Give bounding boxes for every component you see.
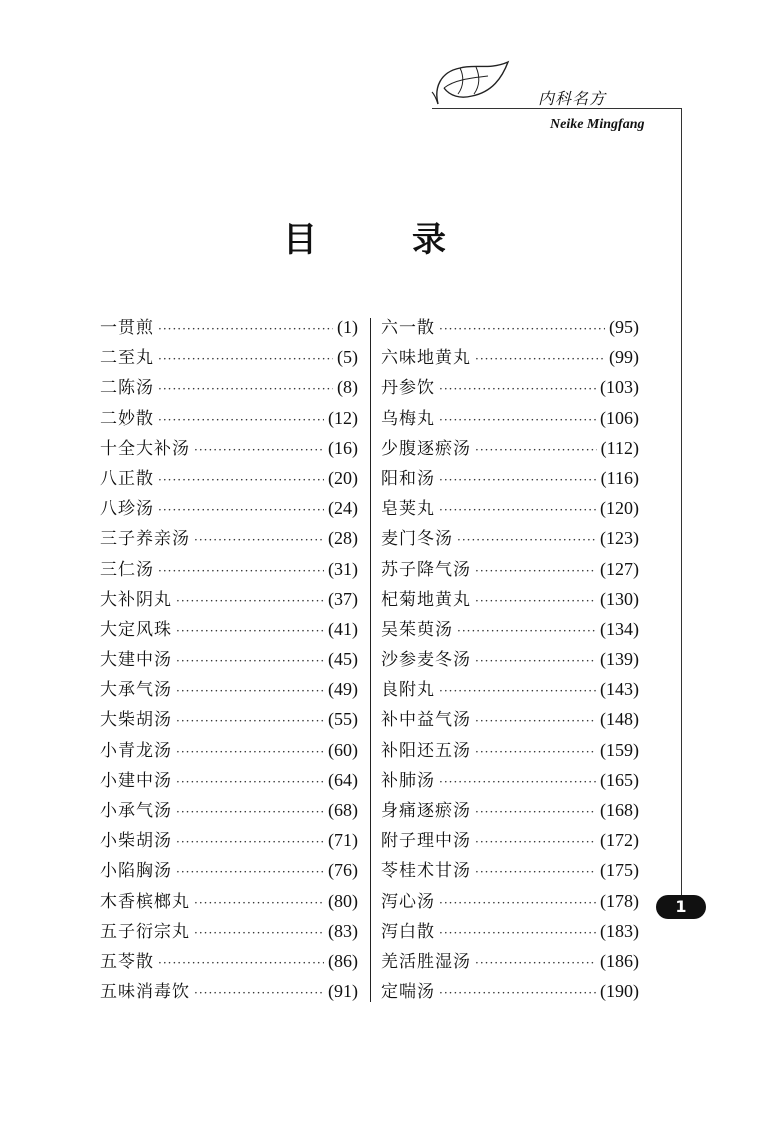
dot-leader bbox=[158, 382, 333, 396]
toc-entry-title: 小青龙汤 bbox=[100, 740, 172, 761]
toc-entry-page: (190) bbox=[600, 981, 639, 1002]
leaf-icon bbox=[430, 58, 514, 108]
toc-entry-page: (130) bbox=[600, 588, 639, 609]
toc-entry[interactable] bbox=[381, 917, 639, 947]
toc-entry-page: (116) bbox=[600, 467, 639, 488]
toc-entry-title: 十全大补汤 bbox=[100, 438, 190, 459]
toc-entry[interactable] bbox=[381, 766, 639, 796]
dot-leader bbox=[176, 684, 324, 698]
toc-entry[interactable] bbox=[100, 404, 358, 434]
toc-entry-page: (80) bbox=[328, 890, 358, 911]
toc-entry[interactable] bbox=[100, 766, 358, 796]
toc-entry-page: (168) bbox=[600, 800, 639, 820]
dot-leader bbox=[158, 564, 324, 578]
toc-entry-page: (64) bbox=[328, 769, 358, 790]
toc-entry-title: 大建中汤 bbox=[100, 650, 172, 671]
toc-entry-title: 大承气汤 bbox=[100, 680, 172, 701]
dot-leader bbox=[176, 594, 324, 608]
dot-leader bbox=[158, 352, 333, 366]
toc-entry-title: 吴茱萸汤 bbox=[381, 619, 453, 640]
toc-entry[interactable] bbox=[381, 555, 639, 585]
toc-entry[interactable] bbox=[100, 343, 358, 373]
toc-entry-page: (123) bbox=[600, 528, 639, 549]
toc-entry[interactable] bbox=[100, 585, 358, 615]
dot-leader bbox=[457, 624, 596, 638]
book-title: 内科名方 bbox=[538, 89, 607, 108]
toc-entry-title: 五苓散 bbox=[100, 951, 154, 972]
toc-entry-page: (28) bbox=[328, 528, 358, 549]
dot-leader bbox=[439, 775, 596, 789]
toc-entry-page: (24) bbox=[328, 498, 358, 519]
toc-entry-page: (12) bbox=[328, 407, 358, 428]
book-subtitle: Neike Mingfang bbox=[550, 117, 645, 132]
toc-entry-title: 麦门冬汤 bbox=[381, 529, 453, 550]
toc-entry[interactable] bbox=[381, 343, 639, 373]
toc-entry[interactable] bbox=[100, 464, 358, 494]
toc-entry[interactable] bbox=[381, 645, 639, 675]
toc-entry-title: 泻白散 bbox=[381, 921, 435, 942]
dot-leader bbox=[176, 714, 324, 728]
toc-entry[interactable] bbox=[100, 977, 358, 1007]
dot-leader bbox=[475, 654, 596, 668]
toc-entry-title: 大补阴丸 bbox=[100, 589, 172, 610]
toc-entry[interactable] bbox=[381, 947, 639, 977]
toc-entry-page: (31) bbox=[328, 558, 358, 579]
toc-entry-title: 三子养亲汤 bbox=[100, 529, 190, 550]
toc-entry[interactable] bbox=[381, 434, 639, 464]
toc-entry-page: (178) bbox=[600, 890, 639, 911]
dot-leader bbox=[475, 352, 605, 366]
dot-leader bbox=[439, 684, 596, 698]
toc-entry-title: 小建中汤 bbox=[100, 770, 172, 791]
toc-entry-page: (103) bbox=[600, 377, 639, 398]
toc-entry-title: 大柴胡汤 bbox=[100, 710, 172, 731]
toc-entry[interactable] bbox=[100, 856, 358, 886]
toc-entry-title: 木香槟榔丸 bbox=[100, 891, 190, 912]
dot-leader bbox=[475, 745, 596, 759]
toc-entry[interactable] bbox=[100, 434, 358, 464]
dot-leader bbox=[194, 986, 324, 1000]
toc-entry-title: 附子理中汤 bbox=[381, 831, 471, 852]
toc-entry-title: 五味消毒饮 bbox=[100, 982, 190, 1003]
toc-entry[interactable] bbox=[381, 524, 639, 554]
toc-entry-page: (134) bbox=[600, 618, 639, 639]
toc-entry[interactable] bbox=[381, 373, 639, 403]
toc-entry-title: 八正散 bbox=[100, 468, 154, 489]
dot-leader bbox=[176, 745, 324, 759]
dot-leader bbox=[194, 533, 324, 547]
toc-entry[interactable] bbox=[100, 826, 358, 856]
toc-entry-title: 小承气汤 bbox=[100, 801, 172, 821]
dot-leader bbox=[158, 322, 333, 336]
toc-entry[interactable] bbox=[381, 585, 639, 615]
toc-entry[interactable] bbox=[381, 977, 639, 1007]
toc-entry-title: 少腹逐瘀汤 bbox=[381, 438, 471, 459]
toc-entry[interactable] bbox=[381, 404, 639, 434]
dot-leader bbox=[176, 654, 324, 668]
column-divider bbox=[370, 318, 371, 1002]
toc-entry-title: 杞菊地黄丸 bbox=[381, 589, 471, 610]
dot-leader bbox=[158, 956, 324, 970]
toc-entry[interactable] bbox=[381, 705, 639, 735]
toc-entry-title: 六味地黄丸 bbox=[381, 348, 471, 369]
toc-title-char-2: 录 bbox=[412, 220, 446, 260]
toc-entry-page: (165) bbox=[600, 769, 639, 790]
toc-entry[interactable] bbox=[100, 736, 358, 766]
toc-entry[interactable] bbox=[100, 524, 358, 554]
toc-entry-page: (106) bbox=[600, 407, 639, 428]
toc-entry[interactable] bbox=[100, 796, 358, 826]
toc-entry-title: 沙参麦冬汤 bbox=[381, 650, 471, 671]
toc-entry[interactable] bbox=[381, 826, 639, 856]
toc-entry-title: 定喘汤 bbox=[381, 982, 435, 1003]
toc-entry-title: 丹参饮 bbox=[381, 378, 435, 399]
margin-rule bbox=[681, 108, 682, 898]
toc-entry-title: 羌活胜湿汤 bbox=[381, 951, 471, 972]
toc-entry-page: (76) bbox=[328, 860, 358, 881]
toc-entry-page: (86) bbox=[328, 950, 358, 971]
toc-entry-page: (95) bbox=[609, 317, 639, 337]
toc-entry-page: (41) bbox=[328, 618, 358, 639]
toc-entry-page: (99) bbox=[609, 347, 639, 368]
dot-leader bbox=[475, 835, 596, 849]
toc-entry-page: (159) bbox=[600, 739, 639, 760]
toc-entry-page: (139) bbox=[600, 649, 639, 670]
toc-entry[interactable] bbox=[100, 615, 358, 645]
dot-leader bbox=[439, 926, 596, 940]
dot-leader bbox=[176, 624, 324, 638]
toc-right-column bbox=[381, 313, 639, 1007]
toc-entry[interactable] bbox=[381, 675, 639, 705]
toc-entry[interactable] bbox=[100, 313, 358, 343]
toc-entry[interactable] bbox=[100, 705, 358, 735]
toc-entry-page: (112) bbox=[600, 437, 639, 458]
toc-entry-title: 身痛逐瘀汤 bbox=[381, 801, 471, 821]
dot-leader bbox=[475, 714, 596, 728]
dot-leader bbox=[475, 956, 596, 970]
toc-entry-title: 阳和汤 bbox=[381, 468, 435, 489]
toc-entry[interactable] bbox=[100, 494, 358, 524]
toc-entry-page: (183) bbox=[600, 920, 639, 941]
toc-entry-page: (1) bbox=[337, 317, 358, 337]
toc-entry-page: (60) bbox=[328, 739, 358, 760]
toc-entry-page: (20) bbox=[328, 467, 358, 488]
toc-entry[interactable] bbox=[381, 464, 639, 494]
toc-entry[interactable] bbox=[381, 313, 639, 343]
toc-entry-page: (148) bbox=[600, 709, 639, 730]
toc-entry-title: 八珍汤 bbox=[100, 499, 154, 520]
dot-leader bbox=[439, 986, 596, 1000]
dot-leader bbox=[158, 473, 324, 487]
toc-entry-page: (37) bbox=[328, 588, 358, 609]
toc-entry-page: (16) bbox=[328, 437, 358, 458]
toc-entry-title: 一贯煎 bbox=[100, 318, 154, 338]
toc-entry-page: (83) bbox=[328, 920, 358, 941]
toc-entry[interactable] bbox=[381, 494, 639, 524]
toc-entry-page: (8) bbox=[337, 377, 358, 398]
dot-leader bbox=[475, 865, 596, 879]
dot-leader bbox=[457, 533, 596, 547]
dot-leader bbox=[439, 503, 596, 517]
toc-entry-page: (91) bbox=[328, 981, 358, 1002]
dot-leader bbox=[439, 382, 596, 396]
toc-entry-title: 良附丸 bbox=[381, 680, 435, 701]
toc-entry[interactable] bbox=[100, 947, 358, 977]
toc-entry[interactable] bbox=[100, 675, 358, 705]
dot-leader bbox=[176, 805, 324, 819]
toc-entry-title: 苏子降气汤 bbox=[381, 559, 471, 580]
dot-leader bbox=[475, 594, 596, 608]
toc-entry-page: (68) bbox=[328, 800, 358, 820]
toc-entry-title: 补肺汤 bbox=[381, 770, 435, 791]
toc-entry-page: (175) bbox=[600, 860, 639, 881]
toc-entry-page: (71) bbox=[328, 830, 358, 851]
dot-leader bbox=[439, 322, 605, 336]
dot-leader bbox=[194, 926, 324, 940]
dot-leader bbox=[158, 503, 324, 517]
dot-leader bbox=[176, 775, 324, 789]
dot-leader bbox=[194, 443, 324, 457]
toc-title-char-1: 目 bbox=[283, 220, 317, 260]
page-number-badge: 1 bbox=[656, 895, 706, 919]
dot-leader bbox=[158, 413, 324, 427]
toc-entry-title: 二至丸 bbox=[100, 348, 154, 369]
toc-entry-page: (120) bbox=[600, 498, 639, 519]
toc-entry-page: (49) bbox=[328, 679, 358, 700]
toc-entry[interactable] bbox=[100, 373, 358, 403]
dot-leader bbox=[194, 896, 324, 910]
toc-entry-page: (186) bbox=[600, 950, 639, 971]
toc-entry-title: 大定风珠 bbox=[100, 619, 172, 640]
dot-leader bbox=[439, 473, 597, 487]
toc-entry-title: 小陷胸汤 bbox=[100, 861, 172, 882]
toc-entry-title: 三仁汤 bbox=[100, 559, 154, 580]
dot-leader bbox=[475, 443, 597, 457]
toc-entry-page: (5) bbox=[337, 347, 358, 368]
dot-leader bbox=[475, 805, 596, 819]
toc-left-column bbox=[100, 313, 358, 1007]
toc-entry[interactable] bbox=[381, 856, 639, 886]
dot-leader bbox=[176, 865, 324, 879]
dot-leader bbox=[176, 835, 324, 849]
dot-leader bbox=[475, 564, 596, 578]
toc-entry-page: (127) bbox=[600, 558, 639, 579]
toc-entry[interactable] bbox=[100, 917, 358, 947]
toc-entry[interactable] bbox=[100, 645, 358, 675]
toc-entry-title: 乌梅丸 bbox=[381, 408, 435, 429]
toc-entry-title: 苓桂术甘汤 bbox=[381, 861, 471, 882]
toc-entry[interactable] bbox=[381, 736, 639, 766]
toc-entry-title: 补阳还五汤 bbox=[381, 740, 471, 761]
header-rule bbox=[432, 108, 682, 109]
toc-entry-title: 小柴胡汤 bbox=[100, 831, 172, 852]
toc-entry-title: 泻心汤 bbox=[381, 891, 435, 912]
toc-entry[interactable] bbox=[381, 887, 639, 917]
toc-entry[interactable] bbox=[100, 555, 358, 585]
dot-leader bbox=[439, 896, 596, 910]
toc-entry[interactable] bbox=[381, 796, 639, 826]
toc-entry-page: (45) bbox=[328, 649, 358, 670]
toc-entry-title: 六一散 bbox=[381, 318, 435, 338]
toc-entry[interactable] bbox=[100, 887, 358, 917]
toc-entry-page: (172) bbox=[600, 830, 639, 851]
toc-entry-page: (143) bbox=[600, 679, 639, 700]
toc-entry-title: 补中益气汤 bbox=[381, 710, 471, 731]
toc-entry-title: 皂荚丸 bbox=[381, 499, 435, 520]
toc-entry[interactable] bbox=[381, 615, 639, 645]
toc-entry-title: 二陈汤 bbox=[100, 378, 154, 399]
toc-entry-title: 五子衍宗丸 bbox=[100, 921, 190, 942]
toc-entry-page: (55) bbox=[328, 709, 358, 730]
dot-leader bbox=[439, 413, 596, 427]
toc-entry-title: 二妙散 bbox=[100, 408, 154, 429]
